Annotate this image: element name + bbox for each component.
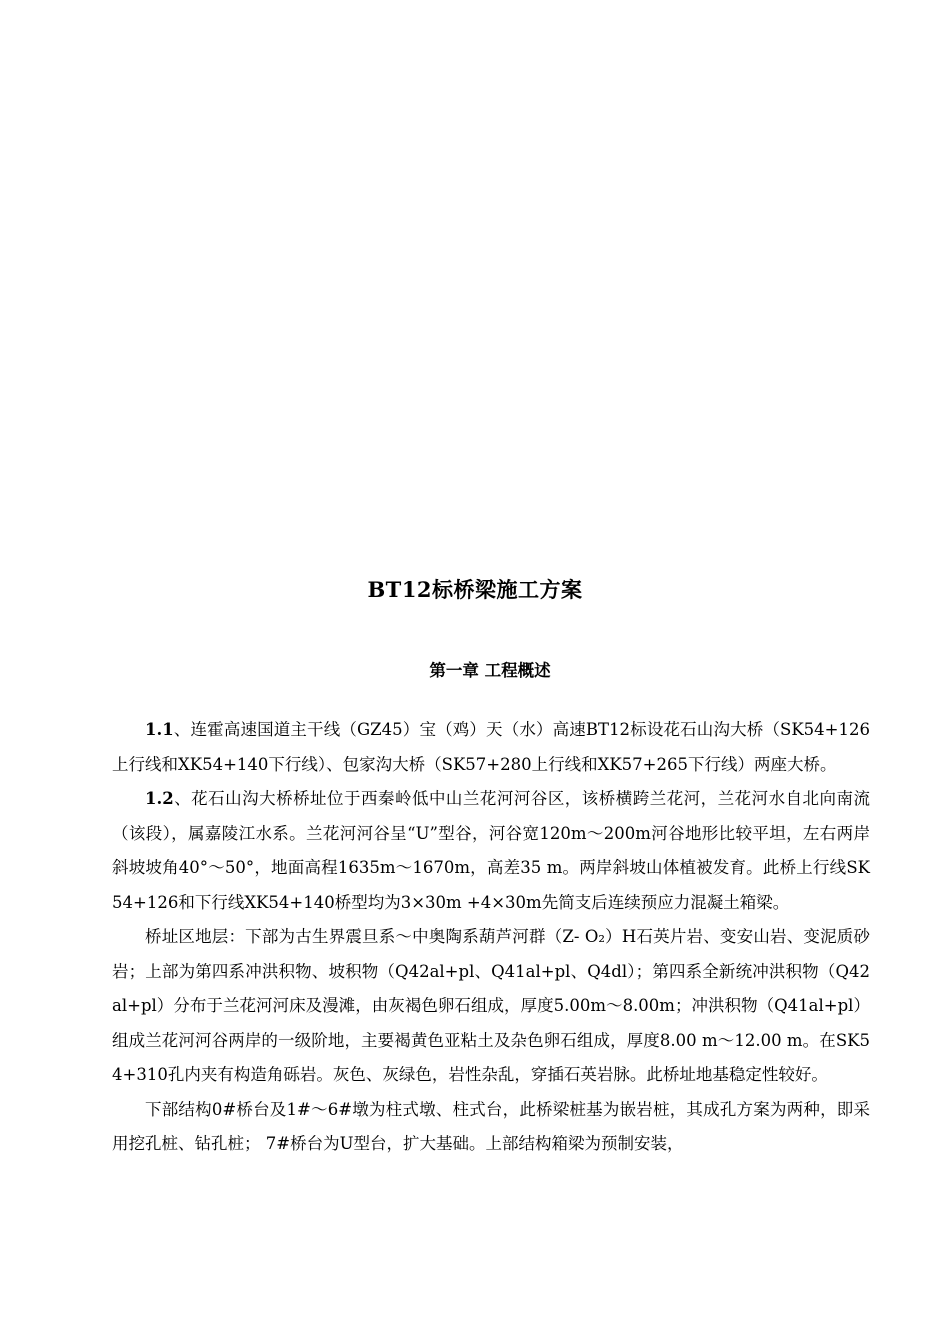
document-body bbox=[112, 713, 870, 1162]
section-number: 1.1 bbox=[145, 720, 174, 739]
document-title: BT12标桥梁施工方案 bbox=[367, 577, 583, 602]
paragraph-text: 下部结构0#桥台及1#～6#墩为柱式墩、柱式台，此桥梁桩基为嵌岩桩，其成孔方案为两种，即采用挖孔桩、钻孔桩； 7#桥台为U型台，扩大基础。上部结构箱梁为预制安装， bbox=[112, 1099, 870, 1153]
paragraph-text: 桥址区地层：下部为古生界震旦系～中奥陶系葫芦河群（Z- O₂）H石英片岩、变安山岩、变泥质砂岩；上部为第四系冲洪积物、坡积物（Q42al+pl、Q41al+pl、Q4dl）；第四系全新统冲洪积物（Q42al+pl）分布于兰花河河床及漫滩，由灰褐色卵石组成，厚度5.00m～8.00m；冲洪积物（Q41al+pl）组成兰花河河谷两岸的一级阶地，主要褐黄色亚粘土及杂色卵石组成，厚度8.00 m～12.00 m。在SK54+310孔内夹有构造角砾岩。灰色、灰绿色，岩性杂乱，穿插石英岩脉。此桥址地基稳定性较好。 bbox=[112, 927, 870, 1084]
section-number: 1.2 bbox=[145, 789, 174, 808]
paragraph-geology bbox=[112, 920, 870, 1093]
paragraph-text: 、花石山沟大桥桥址位于西秦岭低中山兰花河河谷区，该桥横跨兰花河，兰花河水自北向南流（该段），属嘉陵江水系。兰花河河谷呈“U”型谷，河谷宽120m～200m河谷地形比较平坦，左右两岸斜坡坡角40°～50°，地面高程1635m～1670m，高差35 m。两岸斜坡山体植被发育。此桥上行线SK54+126和下行线XK54+140桥型均为3×30m +4×30m先简支后连续预应力混凝土箱梁。 bbox=[112, 789, 870, 912]
chapter-heading: 第一章 工程概述 bbox=[429, 661, 551, 680]
paragraph-substructure bbox=[112, 1093, 870, 1162]
paragraph-1-1 bbox=[112, 713, 870, 782]
paragraph-1-2 bbox=[112, 782, 870, 920]
paragraph-text: 、连霍高速国道主干线（GZ45）宝（鸡）天（水）高速BT12标设花石山沟大桥（SK54+126上行线和XK54+140下行线）、包家沟大桥（SK57+280上行线和XK57+265下行线）两座大桥。 bbox=[112, 720, 870, 774]
